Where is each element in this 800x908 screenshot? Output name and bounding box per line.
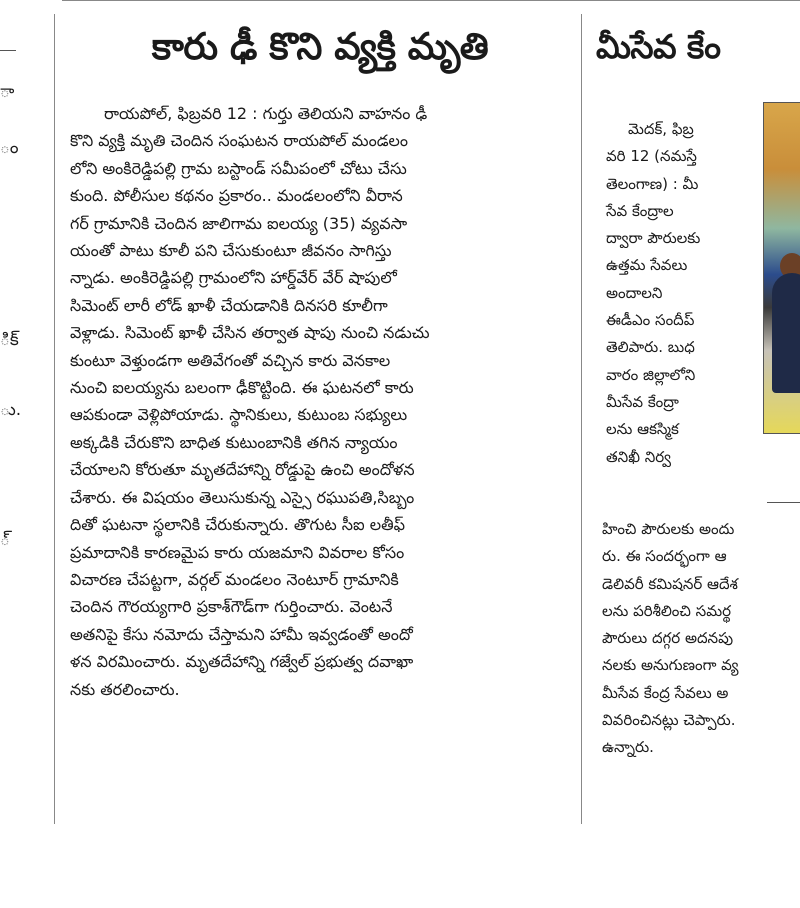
body-line: మీసేవ కేంద్ర సేవలు అ [602,683,729,702]
left-fragment-3: ిక్ [0,330,19,350]
body-line: హించి పౌరులకు అందు [602,520,735,538]
column-rule [0,50,16,51]
body-line: లను పరిశీలించి సమర్థ [602,601,731,620]
person-figure-shape [772,273,800,393]
photo-rule [767,502,800,503]
body-line: ళన విరమించారు. మృతదేహాన్ని గజ్వేల్ ప్రభుత్వ దవాఖా [70,652,414,672]
body-line: రు. ఈ సందర్భంగా ఆ [602,547,727,566]
body-line: పౌరులు దగ్గర అదనపు [602,629,734,648]
body-line: కుంటూ వెళ్తుండగా అతివేగంతో వచ్చిన కారు వెనకాల [70,350,391,370]
body-line: ఉత్తమ సేవలు [606,256,688,275]
left-fragment-4: ు. [0,400,22,420]
body-line: తనిఖీ నిర్వ [606,447,672,466]
body-line: రాయపోల్, ఫిబ్రవరి 12 : గుర్తు తెలియని వాహనం ఢీ [104,104,428,123]
column-separator-left [54,14,55,824]
body-line: గర్ గ్రామానికి చెందిన జాలిగామ ఐలయ్య (35) వ్యవసా [70,213,408,233]
body-line: చెందిన గౌరయ్యగారి ప్రకాశ్‌గౌడ్‌గా గుర్తించారు. వెంటనే [70,597,393,617]
left-fragment-1: ా [0,82,15,102]
body-line: వివరించినట్లు చెప్పారు. [602,711,736,730]
body-line: అతనిపై కేసు నమోదు చేస్తామని హామీ ఇవ్వడంతో అందో [70,624,413,644]
body-line: వరి 12 (నమస్తే [606,147,697,166]
body-line: ఈడీఎం సందీప్ [606,311,695,330]
body-line: సిమెంట్ లారీ లోడ్ ఖాళీ చేయడానికి దినసరి కూలీగా [70,295,388,315]
body-line: అక్కడికి చేరుకొని బాధిత కుటుంబానికి తగిన న్యాయం [70,432,398,452]
body-line: నుంచి ఐలయ్యను బలంగా ఢీకొట్టింది. ఈ ఘటనలో కారు [70,378,414,398]
left-cropped-column [0,0,50,830]
body-line: ఆపకుండా వెళ్లిపోయాడు. స్థానికులు, కుటుంబ సభ్యులు [70,405,408,425]
body-line: తెలిపారు. బుధ [606,338,695,357]
main-article [70,16,570,703]
body-line: అందాలని [606,283,663,302]
body-line: మెదక్, ఫిబ్ర [628,120,694,138]
body-line: వారం జిల్లాలోని [606,365,696,384]
left-fragment-5: ్ [0,530,10,550]
news-photo [763,102,800,434]
body-line: ఉన్నారు. [602,738,654,757]
body-line: దితో ఘటనా స్థలానికి చేరుకున్నారు. తొగుట సీఐ లతీఫ్ [70,515,405,535]
body-line: కొని వ్యక్తి మృతి చెందిన సంఘటన రాయపోల్ మండలం [70,131,408,151]
body-line: సేవ కేంద్రాల [606,201,674,220]
body-line: చేశారు. ఈ విషయం తెలుసుకున్న ఎస్సై రఘుపతి,సిబ్బం [70,487,415,507]
body-line: చేయాలని కోరుతూ మృతదేహాన్ని రోడ్డుపై ఉంచి అందోళన [70,460,415,480]
body-line: నలకు అనుగుణంగా వ్య [602,656,739,675]
right-article-headline: మీసేవ కేం [596,27,721,66]
right-article-intro [606,116,754,471]
article-body [70,100,570,703]
right-article-body [602,516,800,762]
body-line: విచారణ చేపట్టగా, వర్గల్ మండలం నెంటూర్ గ్రామానికి [70,569,399,589]
body-line: తెలంగాణ) : మీ [606,174,699,193]
left-fragment-2: ం [0,138,19,158]
body-line: యంతో పాటు కూలీ పని చేసుకుంటూ జీవనం సాగిస్తు [70,241,392,261]
body-line: నకు తరలించారు. [70,679,180,699]
body-line: ద్వారా పౌరులకు [606,229,701,248]
body-line: న్నాడు. అంకిరెడ్డిపల్లి గ్రామంలోని హార్డ్‌వేర్ వేర్ షాపులో [70,268,397,288]
article-headline: కారు ఢీ కొని వ్యక్తి మృతి [151,25,489,68]
top-rule [62,0,800,1]
body-line: లోని అంకిరెడ్డిపల్లి గ్రామ బస్టాండ్ సమీపంలో చోటు చేసు [70,158,407,178]
body-line: డెలివరీ కమిషనర్ ఆదేశ [602,574,738,593]
body-line: కుంది. పోలీసుల కథనం ప్రకారం.. మండలంలోని వీరాన [70,186,403,206]
body-line: వెళ్లాడు. సిమెంట్ ఖాళీ చేసిన తర్వాత షాపు నుంచి నడుచు [70,323,430,343]
right-article [596,16,800,846]
body-line: లను ఆకస్మిక [606,420,679,439]
body-line: ప్రమాదానికి కారణమైప కారు యజమాని వివరాల కోసం [70,542,405,562]
column-separator-right [581,14,582,824]
body-line: మీసేవ కేంద్రా [606,392,679,411]
